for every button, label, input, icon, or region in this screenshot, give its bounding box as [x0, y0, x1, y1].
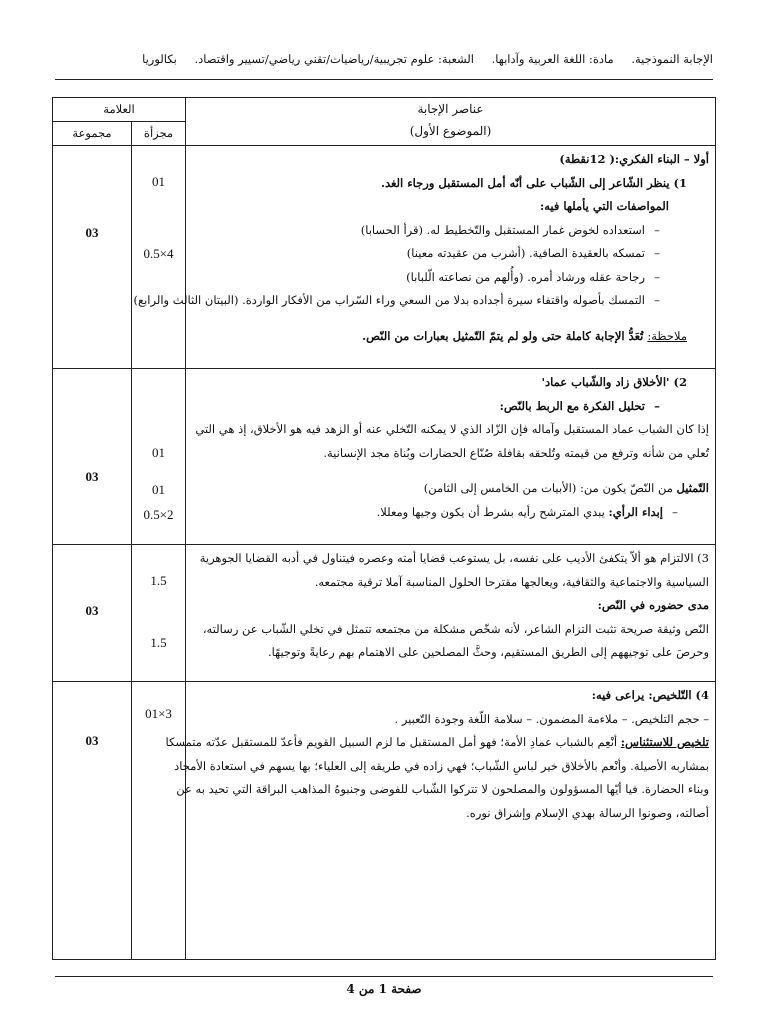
s2-mark: 2×0.5: [143, 507, 174, 522]
total-header: مجموعة: [53, 122, 132, 146]
s2-opinion: –إبداء الرأي: يبدي المترشح رأيه بشرط أن يكون وجيها ومعللا.: [376, 504, 678, 519]
s4-criteria: – حجم التلخيص. – ملاءمة المضمون. – سلامة اللّغة وجودة التّعبير .: [394, 711, 709, 726]
answer-table: [52, 97, 716, 960]
s2-total: [53, 369, 132, 545]
s3-line: النّص وثيقة صريحة تثبت التزام الشاعر، لأنه شخّص مشكلة من مجتمعه تتمثل في تخلي الشّباب عن رسالته،: [202, 621, 709, 636]
mark-header: العلامة: [53, 98, 186, 122]
s4-part-marks: [132, 682, 186, 960]
s2-mark: 01: [152, 445, 165, 460]
s1-item: –التمسك بأصوله واقتفاء سيرة أجداده بدلا من السعي وراء السّراب من الأفكار الواردة. (البيتان الثالث والرابع): [133, 293, 660, 307]
topic-label: (الموضوع الأول): [409, 124, 492, 138]
header-doc: الإجابة النموذجية.: [631, 52, 713, 66]
s1-note: ملاحظة: تُعَدُّ الإجابة كاملة حتى ولو لم يتمّ التّمثيل بعبارات من النّص.: [362, 328, 687, 343]
s4-total-value: 03: [85, 733, 99, 748]
part-header: مجزأة: [132, 122, 186, 146]
s2-representation: التّمثيل من النّصّ يكون من: (الأبيات من الخامس إلى الثامن): [423, 481, 709, 495]
s1-mark: 4×0.5: [143, 246, 174, 261]
header-exam: بكالوريا: [142, 52, 177, 66]
s3-part-marks: [132, 545, 186, 682]
s1-item: –رجاحة عقله ورشاد أمره. (وأُلهم من نصاعته الّلبابا): [406, 269, 660, 284]
s1-title: أولا – البناء الفكري:( 12نقطة): [559, 152, 709, 166]
section-3-content: [186, 545, 716, 682]
s1-total-value: 03: [85, 225, 99, 240]
s3-line: السياسية والاجتماعية والثقافية، ويعالجها مقترحا الحلول المناسبة آملا ترقية مجتمعه.: [314, 574, 709, 589]
s2-para2: تُعلي من شأنه وترفع من قيمته وتُلحقه بقافلة صُنّاع الحضارات وبُناة مجد الإنسانية.: [323, 445, 709, 460]
footer-rule: [55, 976, 713, 977]
s2-sub: –تحليل الفكرة مع الربط بالنّص:: [499, 398, 660, 413]
s2-question: 2) 'الأخلاق زاد والشّباب عماد': [541, 375, 687, 389]
s3-presence: مدى حضوره في النّص:: [597, 598, 709, 612]
s3-mark: 1.5: [150, 573, 167, 588]
s1-question: 1) ينظر الشّاعر إلى الشّباب على أنّه أمل المستقبل ورجاء الغد.: [380, 175, 687, 190]
header-subject: مادة: اللغة العربية وآدابها.: [491, 52, 614, 66]
exam-header: [55, 50, 713, 68]
section-4-content: [165, 682, 716, 960]
section-2-row: [53, 369, 716, 545]
s3-line: وحرصَ على توجيههم إلى الطريق المستقيم، وحثَّ المصلحين على الاهتمام بهم رعايةً وتوجيهًا.: [267, 645, 709, 659]
s1-spec-title: المواصفات التي يأملها فيه:: [539, 199, 669, 213]
s2-part-marks: [132, 369, 186, 545]
s4-mark: 3×01: [145, 706, 172, 721]
s2-para1: إذا كان الشباب عماد المستقبل وآماله فإن الزّاد الذي لا يمكنه التّخلي عنه أو الزهد فيه هو الأخلاق، إذ هي التي: [195, 422, 709, 436]
section-3-row: [53, 545, 716, 682]
s2-mark: 01: [152, 482, 165, 497]
s3-line: 3) الالتزام هو ألاّ يتكفئ الأديب على نفسه، بل يستوعب قضايا أمته وعصره فيتناول في أدبه القضايا الجوهرية: [199, 551, 709, 565]
s4-question: 4) التّلخيص: يراعى فيه:: [591, 688, 709, 702]
s3-mark: 1.5: [150, 635, 167, 650]
s1-part-marks: [132, 146, 186, 369]
section-4-row: [53, 682, 716, 960]
s1-mark: 01: [152, 174, 165, 189]
page-number: صفحة 1 من 4: [346, 982, 422, 996]
s2-total-value: 03: [85, 469, 99, 484]
s4-sample-line: تلخيص للاستئناس: أنْعِم بالشباب عمادِ الأمة؛ فهو أمل المستقبل ما لزم السبيل القويم فأعدّ للمستقبل عدّته متمسكا: [165, 735, 709, 749]
s4-sample-line: بمشاربه الأصيلة. وأنْعم بالأخلاق خير لباسِ الشّباب؛ فهي زاده في طريقه إلى العلياء؛ بها يسهم في استعادة الأمجاد: [174, 758, 709, 773]
s4-sample-line: أصالته، وصونوا الرسالة بهدي الإسلام وإشراق نوره.: [466, 805, 709, 820]
content-header-label: عناصر الإجابة: [417, 102, 484, 116]
s1-total: [53, 146, 132, 369]
section-1-row: [53, 146, 716, 369]
header-stream: الشعبة: علوم تجريبية/رياضيات/تقني رياضي/تسيير واقتصاد.: [194, 52, 474, 66]
s3-total-value: 03: [85, 603, 99, 618]
s4-total: [53, 682, 132, 960]
s4-sample-line: وبناء الحضارة. فيا أيّها المسؤولون والمصلحون لا تتركوا الشّباب للفوضى وجنبوهُ المذاهب البراقة التي تحيد به عن: [176, 782, 709, 796]
section-2-content: [186, 369, 716, 545]
content-header: [186, 98, 716, 146]
s1-item: –استعداده لخوض غمار المستقبل والتّخطيط له. (قرأ الحسابا): [360, 222, 660, 237]
header-rule: [55, 79, 713, 80]
s3-total: [53, 545, 132, 682]
s1-item: –تمسكه بالعقيدة الصافية. (أشرب من عقيدته معينا): [406, 246, 660, 260]
